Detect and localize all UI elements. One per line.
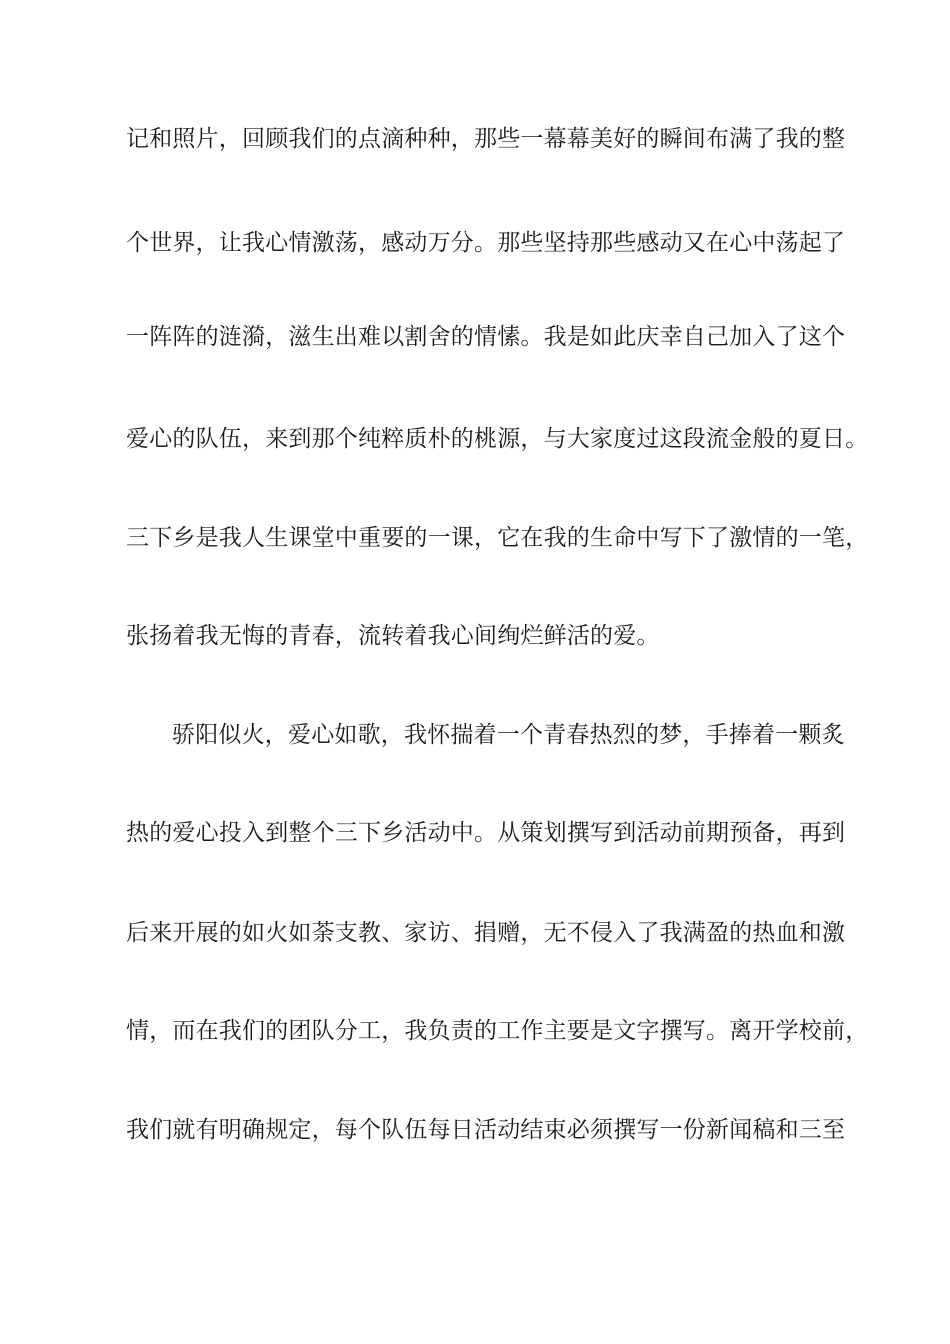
text-line: 情，而在我们的团队分工，我负责的工作主要是文字撰写。离开学校前， bbox=[126, 1018, 869, 1044]
text-line: 个世界，让我心情激荡，感动万分。那些坚持那些感动又在心中荡起了 bbox=[126, 230, 846, 256]
text-line: 记和照片，回顾我们的点滴种种，那些一幕幕美好的瞬间布满了我的整 bbox=[126, 126, 846, 152]
text-line: 热的爱心投入到整个三下乡活动中。从策划撰写到活动前期预备，再到 bbox=[126, 820, 846, 846]
text-line: 爱心的队伍，来到那个纯粹质朴的桃源，与大家度过这段流金般的夏日。 bbox=[126, 426, 869, 452]
paragraph-first-line: 骄阳似火，爱心如歌，我怀揣着一个青春热烈的梦，手捧着一颗炙 bbox=[172, 722, 845, 748]
text-line: 一阵阵的涟漪，滋生出难以割舍的情愫。我是如此庆幸自己加入了这个 bbox=[126, 324, 846, 350]
text-line: 三下乡是我人生课堂中重要的一课，它在我的生命中写下了激情的一笔， bbox=[126, 525, 869, 551]
text-line: 我们就有明确规定，每个队伍每日活动结束必须撰写一份新闻稿和三至 bbox=[126, 1117, 846, 1143]
text-line: 后来开展的如火如荼支教、家访、捐赠，无不侵入了我满盈的热血和激 bbox=[126, 920, 846, 946]
text-line: 张扬着我无悔的青春，流转着我心间绚烂鲜活的爱。 bbox=[126, 623, 660, 649]
